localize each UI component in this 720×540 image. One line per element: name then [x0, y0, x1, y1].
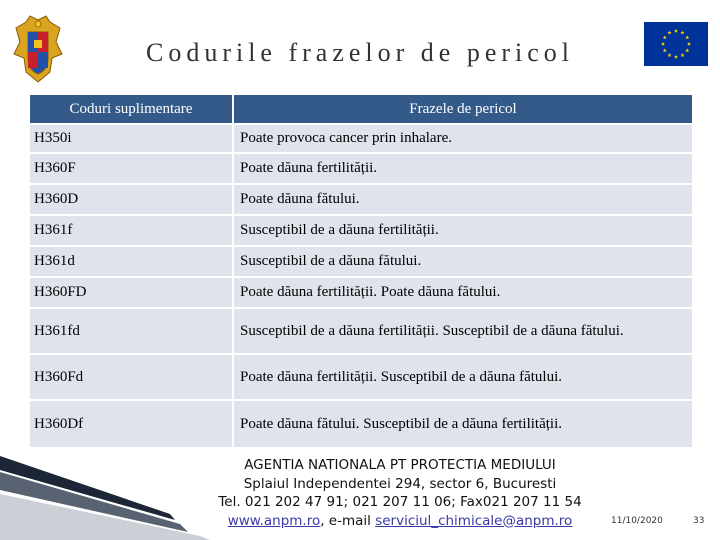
table-row: [29, 153, 693, 184]
code-cell: H360Fd: [29, 354, 233, 400]
table-header-row: [29, 94, 693, 124]
code-cell: H360Df: [29, 400, 233, 448]
phrase-cell: Poate dăuna fertilității. Poate dăuna fătului.: [233, 277, 693, 308]
phrase-cell: Poate dăuna fătului. Susceptibil de a dăuna fertilității.: [233, 400, 693, 448]
footer-contact: [170, 456, 630, 530]
table-row: [29, 354, 693, 400]
email-link[interactable]: serviciul_chimicale@anpm.ro: [375, 512, 573, 529]
footer-phone: Tel. 021 202 47 91; 021 207 11 06; Fax021 207 11 54: [218, 494, 582, 510]
phrase-cell: Poate dăuna fertilității.: [233, 153, 693, 184]
footer-address: Splaiul Independentei 294, sector 6, Bucuresti: [243, 475, 557, 492]
code-cell: H361fd: [29, 308, 233, 354]
footer-agency: AGENTIA NATIONALA PT PROTECTIA MEDIULUI: [244, 457, 556, 473]
phrase-cell: Poate dăuna fătului.: [233, 184, 693, 215]
table-row: [29, 277, 693, 308]
table-row: [29, 184, 693, 215]
page-title: Codurile frazelor de pericol: [145, 38, 575, 67]
code-cell: H360F: [29, 153, 233, 184]
column-header-phrases: Frazele de pericol: [233, 94, 693, 124]
eu-flag-icon: [644, 22, 708, 66]
table-row: [29, 215, 693, 246]
phrase-cell: Susceptibil de a dăuna fertilității. Susceptibil de a dăuna fătului.: [233, 308, 693, 354]
slide-date: 11/10/2020: [611, 516, 663, 526]
hazard-codes-table: [28, 93, 694, 449]
phrase-cell: Susceptibil de a dăuna fătului.: [233, 246, 693, 277]
table-row: [29, 400, 693, 448]
code-cell: H361d: [29, 246, 233, 277]
footer-links: [170, 512, 630, 531]
phrase-cell: Susceptibil de a dăuna fertilității.: [233, 215, 693, 246]
code-cell: H360FD: [29, 277, 233, 308]
table-row: [29, 308, 693, 354]
column-header-codes: Coduri suplimentare: [29, 94, 233, 124]
phrase-cell: Poate provoca cancer prin inhalare.: [233, 124, 693, 153]
website-link[interactable]: www.anpm.ro: [227, 512, 321, 529]
code-cell: H361f: [29, 215, 233, 246]
code-cell: H360D: [29, 184, 233, 215]
table-row: [29, 246, 693, 277]
code-cell: H350i: [29, 124, 233, 153]
page-number: 33: [693, 516, 705, 526]
phrase-cell: Poate dăuna fertilității. Susceptibil de a dăuna fătului.: [233, 354, 693, 400]
email-prefix: , e-mail: [320, 512, 376, 529]
table-row: [29, 124, 693, 153]
